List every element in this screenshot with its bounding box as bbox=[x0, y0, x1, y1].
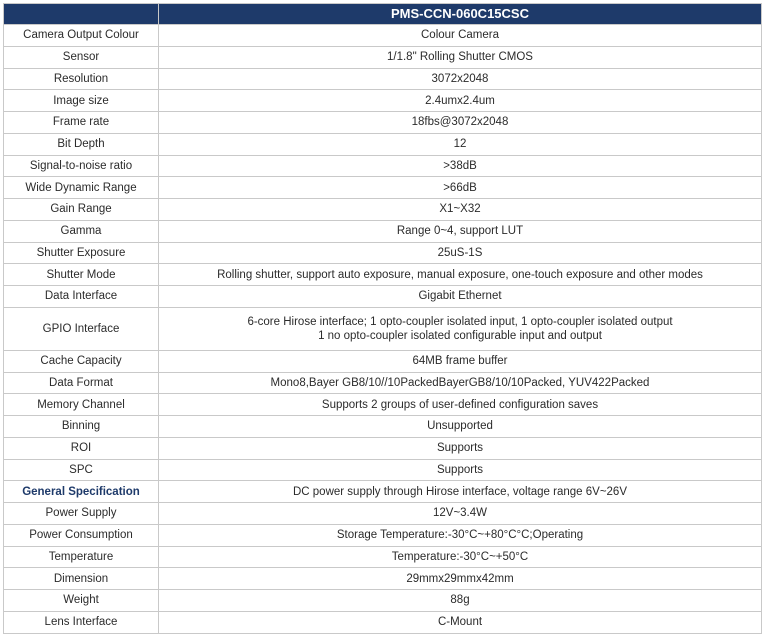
row-value: 1/1.8" Rolling Shutter CMOS bbox=[159, 46, 762, 68]
row-value: DC power supply through Hirose interface, voltage range 6V~26V bbox=[159, 481, 762, 503]
row-label: Resolution bbox=[4, 68, 159, 90]
header-spacer bbox=[4, 4, 159, 25]
table-row bbox=[4, 546, 762, 568]
row-value: Gigabit Ethernet bbox=[159, 286, 762, 308]
row-label: GPIO Interface bbox=[4, 307, 159, 350]
table-row bbox=[4, 264, 762, 286]
table-row bbox=[4, 133, 762, 155]
spec-table-container bbox=[3, 3, 761, 634]
row-label: Frame rate bbox=[4, 112, 159, 134]
row-label: Power Supply bbox=[4, 503, 159, 525]
row-value-multiline bbox=[159, 307, 762, 350]
table-row bbox=[4, 155, 762, 177]
table-row bbox=[4, 46, 762, 68]
row-value: Unsupported bbox=[159, 416, 762, 438]
row-value-line: 6-core Hirose interface; 1 opto-coupler isolated input, 1 opto-coupler isolated output bbox=[247, 315, 673, 328]
model-title: PMS-CCN-060C15CSC bbox=[159, 4, 762, 25]
row-label: Data Interface bbox=[4, 286, 159, 308]
table-row bbox=[4, 25, 762, 47]
table-row bbox=[4, 307, 762, 350]
table-row bbox=[4, 481, 762, 503]
row-value: 88g bbox=[159, 590, 762, 612]
table-row bbox=[4, 437, 762, 459]
row-value: 18fbs@3072x2048 bbox=[159, 112, 762, 134]
header-row bbox=[4, 4, 762, 25]
table-row bbox=[4, 68, 762, 90]
row-value: 25uS-1S bbox=[159, 242, 762, 264]
row-label: Shutter Mode bbox=[4, 264, 159, 286]
table-row bbox=[4, 372, 762, 394]
row-value: 29mmx29mmx42mm bbox=[159, 568, 762, 590]
row-label: ROI bbox=[4, 437, 159, 459]
row-label: Signal-to-noise ratio bbox=[4, 155, 159, 177]
table-row bbox=[4, 394, 762, 416]
table-row bbox=[4, 459, 762, 481]
row-value: X1~X32 bbox=[159, 199, 762, 221]
row-label: Lens Interface bbox=[4, 611, 159, 633]
row-label: Wide Dynamic Range bbox=[4, 177, 159, 199]
table-row bbox=[4, 220, 762, 242]
table-row bbox=[4, 611, 762, 633]
table-row bbox=[4, 177, 762, 199]
row-label: Bit Depth bbox=[4, 133, 159, 155]
table-row bbox=[4, 568, 762, 590]
row-value: 3072x2048 bbox=[159, 68, 762, 90]
row-value: Supports bbox=[159, 437, 762, 459]
row-value: C-Mount bbox=[159, 611, 762, 633]
row-value-line: 1 no opto-coupler isolated configurable input and output bbox=[318, 329, 602, 342]
table-row bbox=[4, 416, 762, 438]
row-value: >66dB bbox=[159, 177, 762, 199]
table-row bbox=[4, 503, 762, 525]
row-label: Camera Output Colour bbox=[4, 25, 159, 47]
row-value: Colour Camera bbox=[159, 25, 762, 47]
spec-table bbox=[3, 3, 762, 634]
table-row bbox=[4, 590, 762, 612]
row-label: Cache Capacity bbox=[4, 350, 159, 372]
row-label: Dimension bbox=[4, 568, 159, 590]
row-label: Temperature bbox=[4, 546, 159, 568]
row-value: 12V~3.4W bbox=[159, 503, 762, 525]
row-label: Shutter Exposure bbox=[4, 242, 159, 264]
row-label: Data Format bbox=[4, 372, 159, 394]
row-value: Supports bbox=[159, 459, 762, 481]
row-label: Image size bbox=[4, 90, 159, 112]
row-label: Gain Range bbox=[4, 199, 159, 221]
row-value: 64MB frame buffer bbox=[159, 350, 762, 372]
row-value: Supports 2 groups of user-defined configuration saves bbox=[159, 394, 762, 416]
row-value: Temperature:-30°C~+50°C bbox=[159, 546, 762, 568]
row-value: >38dB bbox=[159, 155, 762, 177]
row-value: 12 bbox=[159, 133, 762, 155]
table-row bbox=[4, 90, 762, 112]
row-label: Weight bbox=[4, 590, 159, 612]
section-label-general-specification: General Specification bbox=[4, 481, 159, 503]
row-label: Sensor bbox=[4, 46, 159, 68]
row-label: Power Consumption bbox=[4, 524, 159, 546]
row-label: Binning bbox=[4, 416, 159, 438]
row-value: Mono8,Bayer GB8/10//10PackedBayerGB8/10/10Packed, YUV422Packed bbox=[159, 372, 762, 394]
table-row bbox=[4, 524, 762, 546]
row-value: Range 0~4, support LUT bbox=[159, 220, 762, 242]
table-row bbox=[4, 242, 762, 264]
row-label: Memory Channel bbox=[4, 394, 159, 416]
table-row bbox=[4, 199, 762, 221]
table-row bbox=[4, 112, 762, 134]
row-label: SPC bbox=[4, 459, 159, 481]
row-value: 2.4umx2.4um bbox=[159, 90, 762, 112]
table-row bbox=[4, 286, 762, 308]
row-label: Gamma bbox=[4, 220, 159, 242]
table-row bbox=[4, 350, 762, 372]
row-value: Rolling shutter, support auto exposure, manual exposure, one-touch exposure and other modes bbox=[159, 264, 762, 286]
row-value: Storage Temperature:-30°C~+80°C°C;Operating bbox=[159, 524, 762, 546]
